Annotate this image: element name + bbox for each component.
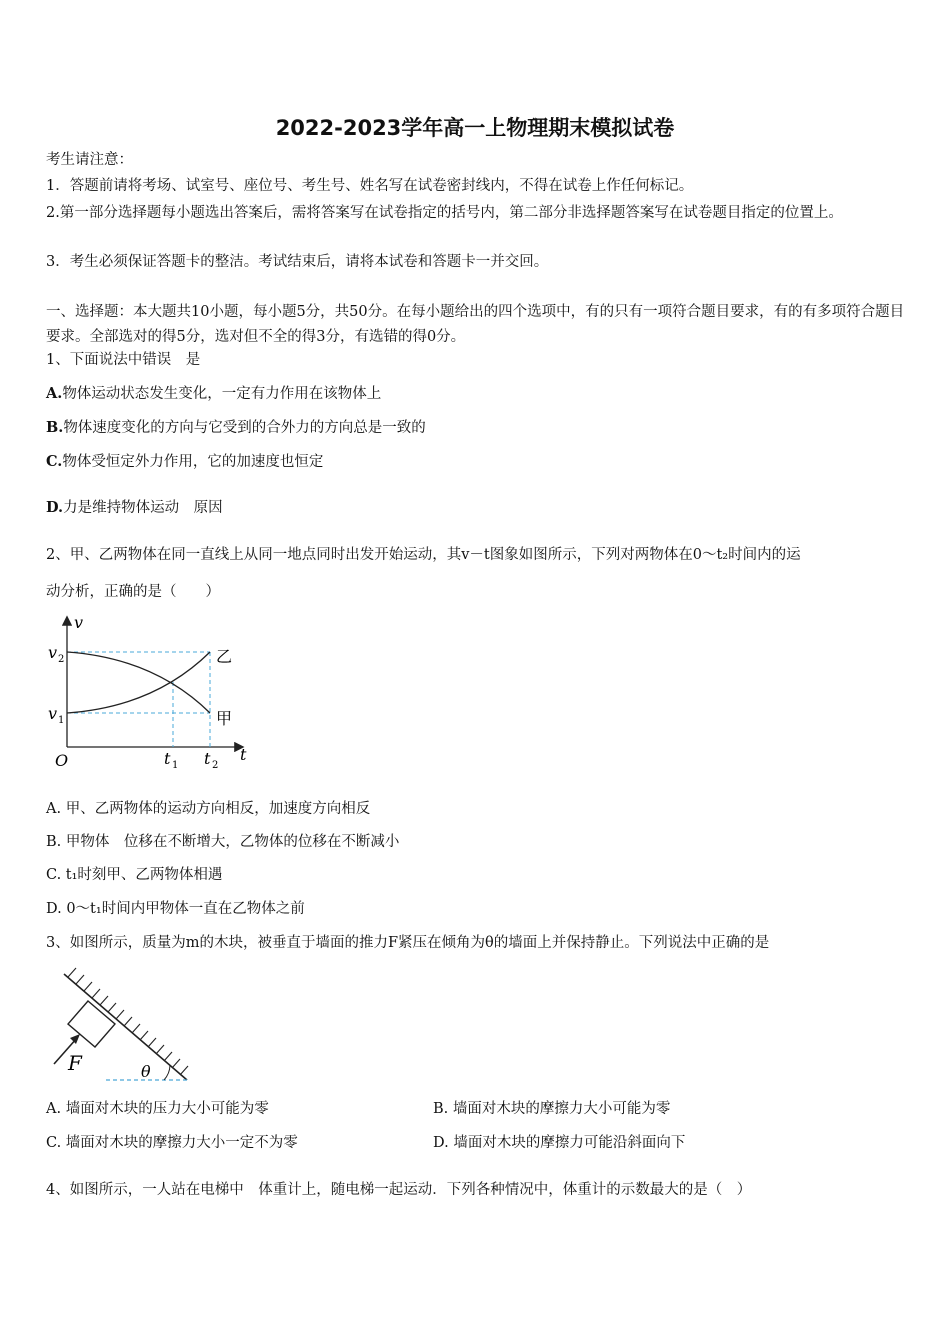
tick-v1-sub: 1 [58, 715, 65, 726]
q3-stem: 3、如图所示，质量为m的木块，被垂直于墙面的推力F紧压在倾角为θ的墙面上并保持静止。下列说法中正确的是 [46, 935, 770, 951]
q3-option-b: B. 墙面对木块的摩擦力大小可能为零 [433, 1101, 671, 1117]
tick-t1-sub: 1 [172, 760, 179, 771]
q2-option-a: A. 甲、乙两物体的运动方向相反，加速度方向相反 [46, 801, 371, 817]
force-arrowhead [70, 1034, 80, 1044]
q3-option-c: C. 墙面对木块的摩擦力大小一定不为零 [46, 1135, 298, 1151]
tick-v1-label: v [48, 704, 58, 723]
q2-option-c: C. t₁时刻甲、乙两物体相遇 [46, 867, 223, 883]
angle-arc [164, 1065, 170, 1080]
notice-item-1: 1．答题前请将考场、试室号、座位号、考生号、姓名写在试卷密封线内，不得在试卷上作任何标记。 [46, 178, 694, 194]
vt-graph-figure [44, 612, 259, 774]
q1-option-c: C.物体受恒定外力作用，它的加速度也恒定 [46, 453, 324, 470]
q2-stem-line2: 动分析，正确的是（ ） [46, 584, 220, 600]
notice-item-2: 2.第一部分选择题每小题选出答案后，需将答案写在试卷指定的括号内，第二部分非选择题答案写在试卷题目指定的位置上。 [46, 205, 843, 221]
curve-jia [67, 652, 210, 713]
tick-v2-label: v [48, 643, 58, 662]
q3-option-d: D. 墙面对木块的摩擦力可能沿斜面向下 [433, 1135, 686, 1151]
q4-stem: 4、如图所示，一人站在电梯中 体重计上，随电梯一起运动．下列各种情况中，体重计的示数最大的是（ ） [46, 1182, 752, 1198]
q1-option-b: B.物体速度变化的方向与它受到的合外力的方向总是一致的 [46, 419, 426, 436]
q1-option-d: D.力是维持物体运动 原因 [46, 499, 223, 516]
axis-label-v: v [74, 613, 84, 632]
axis-label-t: t [240, 745, 247, 764]
notice-heading: 考生请注意： [46, 152, 133, 168]
force-label: F [68, 1051, 82, 1075]
curve-yi [67, 652, 210, 713]
q2-option-d: D. 0～t₁时间内甲物体一直在乙物体之前 [46, 901, 305, 917]
label-yi: 乙 [216, 647, 233, 666]
tick-t2-sub: 2 [212, 760, 219, 771]
q3-option-a: A. 墙面对木块的压力大小可能为零 [46, 1101, 269, 1117]
inclined-wall-figure [44, 966, 199, 1088]
q2-stem-line1: 2、甲、乙两物体在同一直线上从同一地点同时出发开始运动，其v－t图象如图所示，下列对两物体在0～t₂时间内的运 [46, 547, 801, 563]
angle-label: θ [141, 1062, 151, 1081]
notice-item-3: 3．考生必须保证答题卡的整洁。考试结束后，请将本试卷和答题卡一并交回。 [46, 254, 549, 270]
q1-stem: 1、下面说法中错误 是 [46, 352, 201, 368]
tick-t1-label: t [164, 749, 171, 768]
section-intro: 一、选择题：本大题共10小题，每小题5分，共50分。在每小题给出的四个选项中，有的只有一项符合题目要求，有的有多项符合题目要求。全部选对的得5分，选对但不全的得3分，有选错的得0分。 [46, 304, 905, 345]
label-jia: 甲 [216, 709, 233, 728]
tick-t2-label: t [204, 749, 211, 768]
page-title: 2022-2023学年高一上物理期末模拟试卷 [275, 116, 675, 140]
tick-v2-sub: 2 [58, 654, 65, 665]
q1-option-a: A.物体运动状态发生变化，一定有力作用在该物体上 [46, 385, 382, 402]
q2-option-b: B. 甲物体 位移在不断增大，乙物体的位移在不断减小 [46, 834, 400, 850]
origin-label: O [55, 751, 69, 770]
